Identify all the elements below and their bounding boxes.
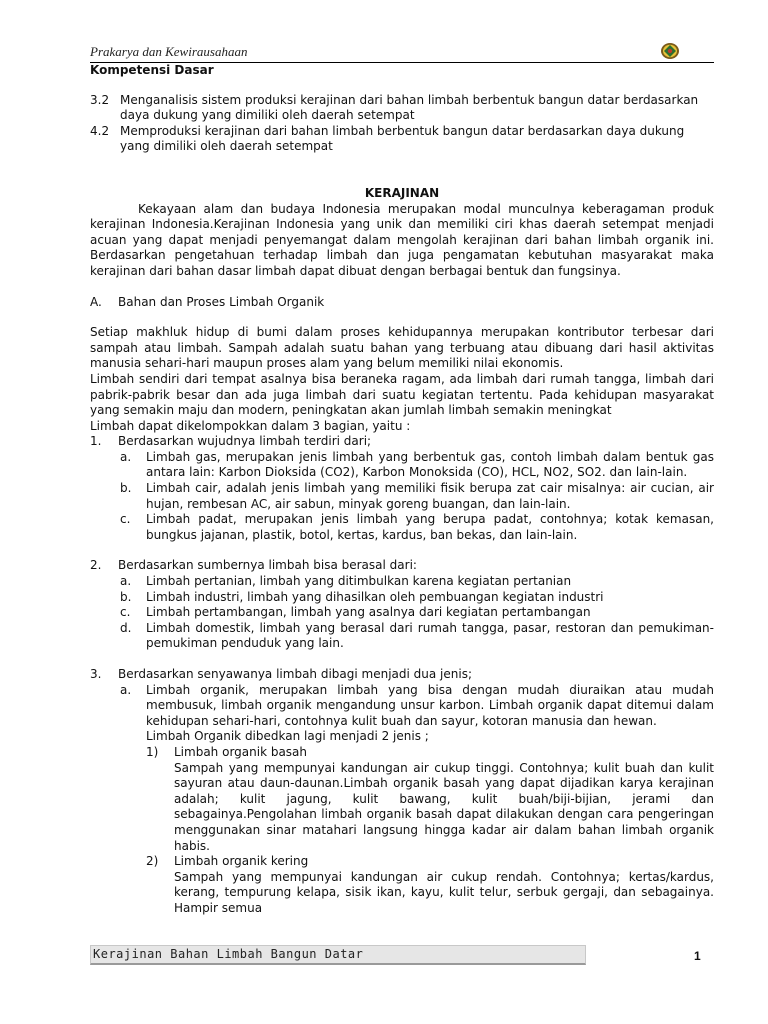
list-marker: a. — [120, 682, 132, 697]
sublist-item-text: Sampah yang mempunyai kandungan air cukup rendah. Contohnya; kertas/kardus, kerang, tempurung kelapa, sisik ikan, kayu, kulit telur, serbuk gergaji, dan sebagainya. Hampir semua — [174, 869, 714, 915]
list-item-text: Limbah organik, merupakan limbah yang bisa dengan mudah diuraikan atau mudah membusuk, limbah organik mengandung unsur karbon. Limbah organik dapat ditemui dalam kehidupan sehari-hari, contohnya kulit buah dan sayur, kotoran manusia dan hewan. — [146, 682, 714, 728]
list-item — [90, 683, 714, 730]
sublist-title: Limbah organik basah — [174, 744, 308, 759]
list-item-text: Limbah padat, merupakan jenis limbah yang berupa padat, contohnya; kotak kemasan, bungkus jajanan, plastik, botol, kertas, kardus, ban bekas, dan lain-lain. — [146, 512, 714, 542]
list-item-text: Limbah pertambangan, limbah yang asalnya dari kegiatan pertambangan — [146, 605, 591, 620]
list-group-heading — [90, 558, 714, 574]
list-item-text: Limbah domestik, limbah yang berasal dari rumah tangga, pasar, restoran dan pemukiman-pemukiman penduduk yang lain. — [146, 620, 714, 651]
document-body — [90, 63, 714, 917]
list-group-heading — [90, 434, 714, 450]
sublist-marker: 1) — [146, 744, 159, 759]
list-item-text: Limbah industri, limbah yang dihasilkan oleh pembuangan kegiatan industri — [146, 589, 604, 604]
sublist-marker: 2) — [146, 854, 159, 869]
list-marker: c. — [120, 512, 131, 527]
list-heading-text: Berdasarkan wujudnya limbah terdiri dari; — [118, 434, 372, 449]
competency-text: Menganalisis sistem produksi kerajinan dari bahan limbah berbentuk bangun datar berdasarkan daya dukung yang dimiliki oleh daerah setempat — [120, 92, 699, 123]
list-item-text: Limbah pertanian, limbah yang ditimbulkan karena kegiatan pertanian — [146, 574, 572, 589]
list-marker: a. — [120, 449, 132, 464]
sublist-title: Limbah organik kering — [174, 854, 309, 869]
list-heading-text: Berdasarkan sumbernya limbah bisa berasal dari: — [118, 558, 417, 573]
list-marker: b. — [120, 481, 132, 496]
competency-list — [90, 93, 714, 155]
sublist-item-text: Sampah yang mempunyai kandungan air cukup tinggi. Contohnya; kulit buah dan kulit sayuran atau daun-daunan.Limbah organik basah yang dapat dijadikan karya kerajinan adalah; kulit jagung, kulit bawang, kulit buah/biji-bijian, jerami dan sebagainya.Pengolahan limbah organik basah dapat dilakukan dengan cara pengeringan menggunakan sinar matahari langsung hingga kadar air dalam bahan limbah organik habis. — [174, 760, 714, 853]
emblem-icon — [660, 42, 680, 60]
list-item — [90, 590, 714, 606]
page-number: 1 — [694, 949, 701, 963]
footer-text: Kerajinan Bahan Limbah Bangun Datar — [93, 947, 364, 961]
list-item-text: Limbah cair, adalah jenis limbah yang memiliki fisik berupa zat cair misalnya: air cucian, air hujan, rembesan AC, air sabun, minyak goreng buangan, dan lain-lain. — [146, 481, 714, 511]
list-item — [90, 605, 714, 621]
list-number: 3. — [90, 667, 102, 681]
list-item — [90, 621, 714, 652]
section-heading — [90, 295, 714, 311]
competency-heading: Kompetensi Dasar — [90, 63, 214, 77]
list-group-heading — [90, 667, 714, 683]
body-paragraph: Limbah sendiri dari tempat asalnya bisa beraneka ragam, ada limbah dari rumah tangga, limbah dari pabrik-pabrik besar dan ada juga limbah dari suatu kegiatan tertentu. Pada kehidupan masyarakat yang semakin maju dan modern, peningkatan akan jumlah limbah semakin meningkat — [90, 371, 714, 418]
page-footer — [90, 945, 586, 965]
list-marker: b. — [120, 589, 132, 604]
list-subheading: Limbah Organik dibedkan lagi menjadi 2 jenis ; — [146, 729, 429, 744]
competency-item — [90, 93, 714, 124]
list-marker: c. — [120, 605, 131, 620]
sublist-item-title — [90, 854, 714, 870]
list-item — [90, 512, 714, 543]
section-letter: A. — [90, 294, 102, 309]
intro-paragraph: Kekayaan alam dan budaya Indonesia merupakan modal munculnya keberagaman produk kerajinan Indonesia.Kerajinan Indonesia yang unik dan memiliki ciri khas daerah setempat menjadi acuan yang dapat menjadi penyemangat dalam mengolah kerajinan dari bahan limbah organik ini. Berdasarkan pengetahuan terhadap limbah dan juga pengamatan kebutuhan masyarakat maka kerajinan dari bahan dasar limbah dapat dibuat dengan berbagai bentuk dan fungsinya. — [90, 201, 714, 278]
header-title: Prakarya dan Kewirausahaan — [90, 44, 248, 59]
body-paragraph: Setiap makhluk hidup di bumi dalam proses kehidupannya merupakan kontributor terbesar dari sampah atau limbah. Sampah adalah suatu bahan yang terbuang atau dibuang dari hasil aktivitas manusia sehari-hari maupun proses alam yang belum memiliki nilai ekonomis. — [90, 325, 714, 371]
list-marker: d. — [120, 620, 132, 635]
section-title: Bahan dan Proses Limbah Organik — [118, 294, 325, 309]
competency-number: 4.2 — [90, 123, 110, 138]
list-item — [90, 481, 714, 512]
sublist-item-title — [90, 745, 714, 761]
body-paragraph: Limbah dapat dikelompokkan dalam 3 bagian, yaitu : — [90, 418, 411, 433]
list-number: 1. — [90, 434, 102, 449]
document-title: KERAJINAN — [364, 185, 440, 200]
list-heading-text: Berdasarkan senyawanya limbah dibagi menjadi dua jenis; — [118, 667, 473, 681]
competency-number: 3.2 — [90, 92, 110, 107]
list-number: 2. — [90, 558, 102, 573]
competency-item — [90, 124, 714, 155]
competency-text: Memproduksi kerajinan dari bahan limbah berbentuk bangun datar berdasarkan daya dukung yang dimiliki oleh daerah setempat — [120, 123, 685, 154]
page-header — [90, 42, 714, 64]
list-marker: a. — [120, 574, 132, 589]
list-item — [90, 450, 714, 481]
list-item-text: Limbah gas, merupakan jenis limbah yang berbentuk gas, contoh limbah dalam bentuk gas antara lain: Karbon Dioksida (CO2), Karbon Monoksida (CO), HCL, NO2, SO2. dan lain-lain. — [146, 449, 714, 480]
list-item — [90, 574, 714, 590]
